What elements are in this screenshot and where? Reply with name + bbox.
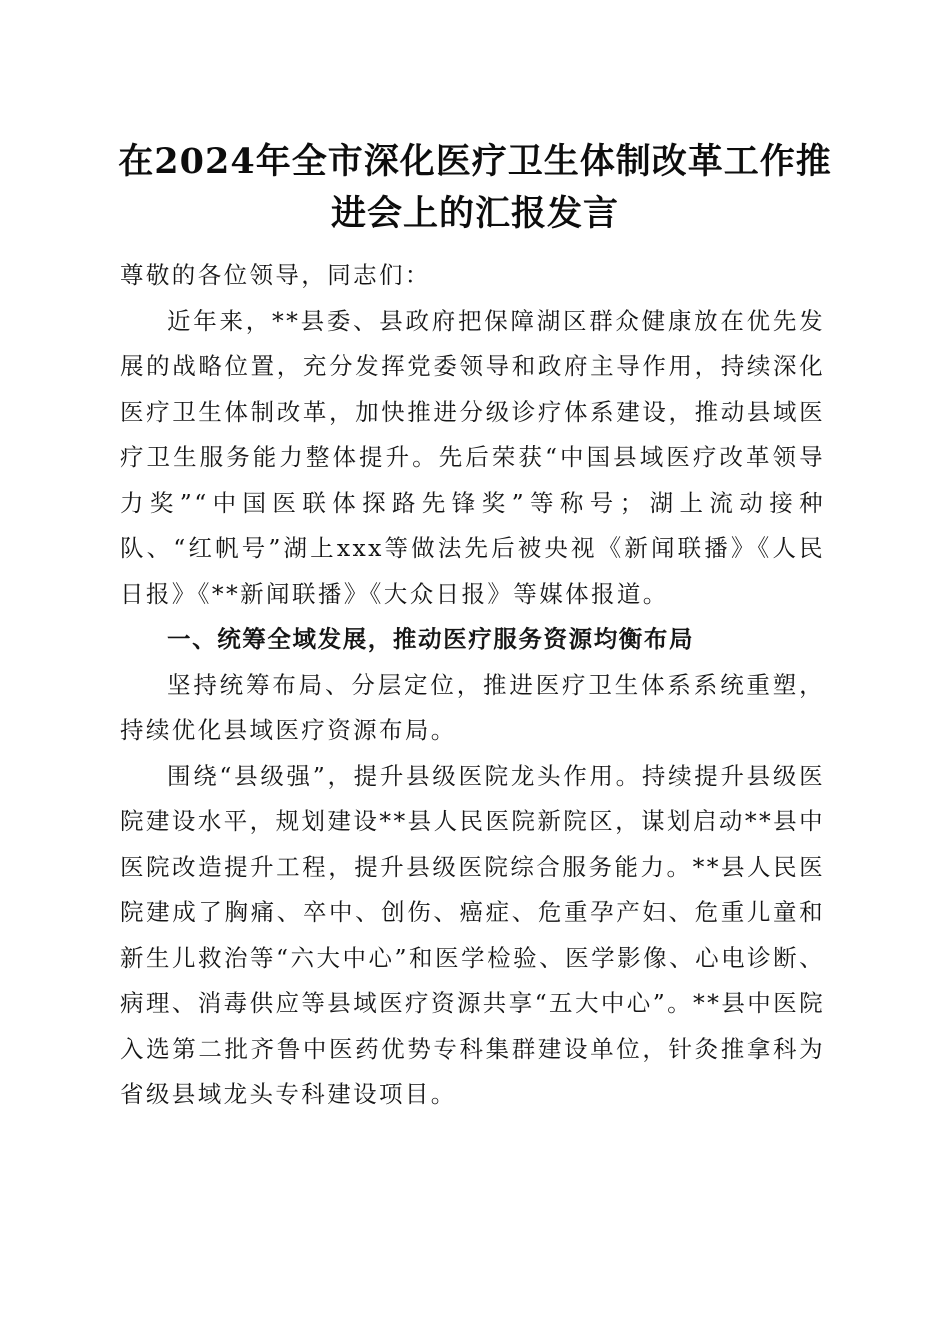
document-title — [100, 136, 850, 240]
document-body — [120, 253, 825, 1118]
salutation: 尊敬的各位领导，同志们： — [120, 261, 431, 289]
section1-paragraph-1: 坚持统筹布局、分层定位，推进医疗卫生体系系统重塑，持续优化县域医疗资源布局。 — [120, 670, 825, 744]
section-heading-1: 一、统筹全域发展，推动医疗服务资源均衡布局 — [167, 625, 695, 653]
section1-paragraph-2: 围绕“县级强”，提升县级医院龙头作用。持续提升县级医院建设水平，规划建设**县人民医院新院区，谋划启动**县中医院改造提升工程，提升县级医院综合服务能力。**县人民医院建成了胸痛、卒中、创伤、癌症、危重孕产妇、危重儿童和新生儿救治等“六大中心”和医学检验、医学影像、心电诊断、病理、消毒供应等县域医疗资源共享“五大中心”。**县中医院入选第二批齐鲁中医药优势专科集群建设单位，针灸推拿科为省级县域龙头专科建设项目。 — [120, 761, 825, 1108]
title-line-1: 在2024年全市深化医疗卫生体制改革工作推 — [118, 141, 832, 182]
intro-paragraph: 近年来，**县委、县政府把保障湖区群众健康放在优先发展的战略位置，充分发挥党委领导和政府主导作用，持续深化医疗卫生体制改革，加快推进分级诊疗体系建设，推动县域医疗卫生服务能力整体提升。先后荣获“中国县域医疗改革领导力奖”“中国医联体探路先锋奖”等称号；湖上流动接种队、“红帆号”湖上xxx等做法先后被央视《新闻联播》《人民日报》《**新闻联播》《大众日报》等媒体报道。 — [120, 306, 825, 608]
title-line-2: 进会上的汇报发言 — [330, 193, 619, 234]
